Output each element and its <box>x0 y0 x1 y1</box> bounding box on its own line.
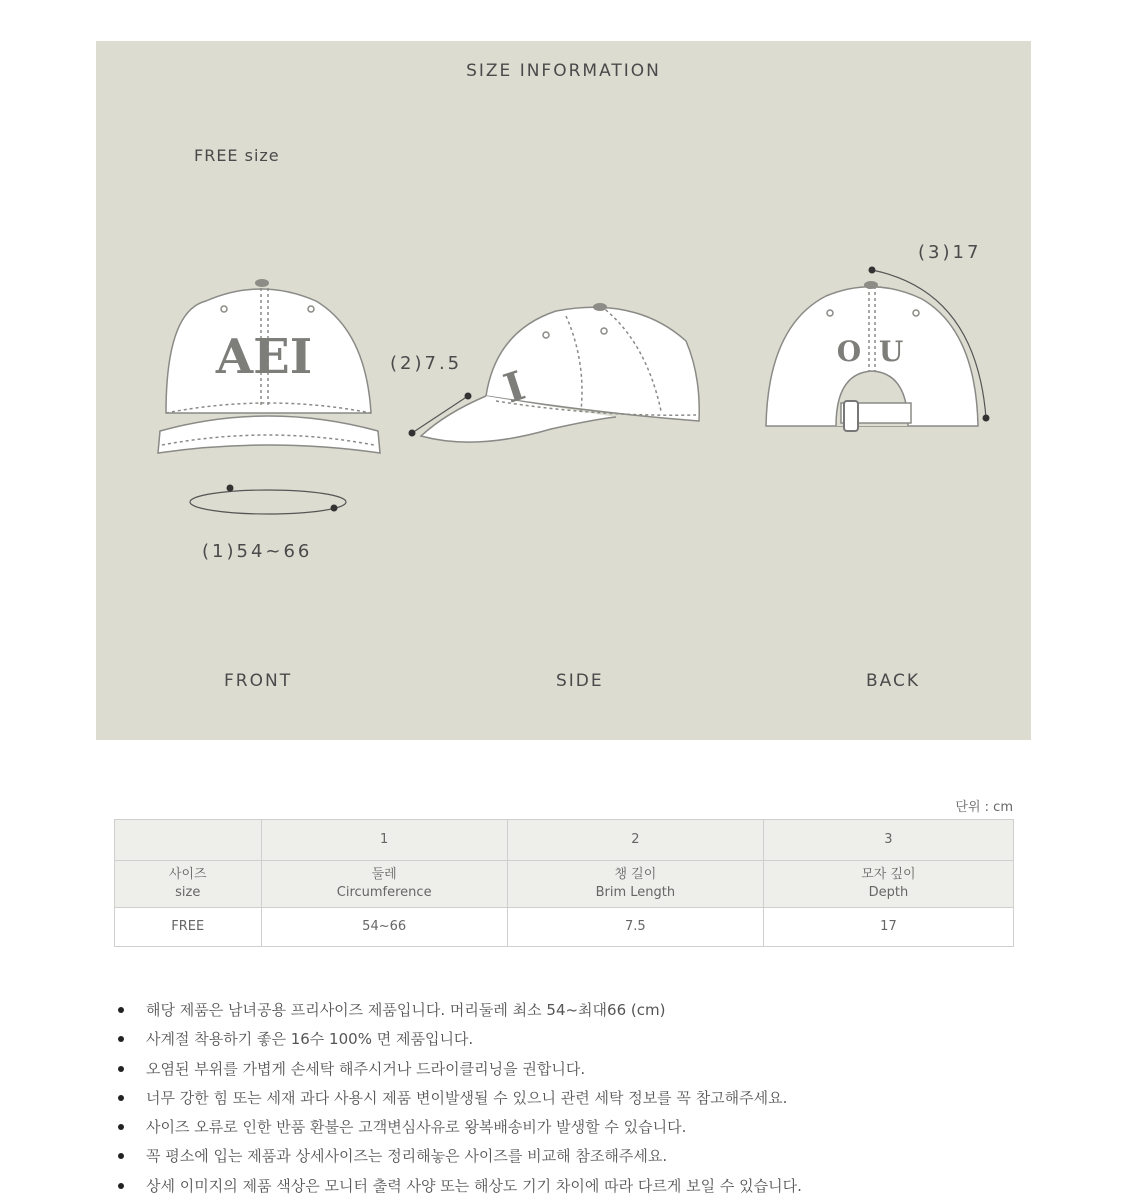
table-cell: 2 <box>507 820 763 861</box>
table-cell: 17 <box>763 908 1013 947</box>
header-ko: 모자 깊이 <box>861 867 916 882</box>
side-cap-drawing <box>421 306 699 442</box>
list-item: 꼭 평소에 입는 제품과 상세사이즈는 정리해놓은 사이즈를 비교해 참조해주세요. <box>118 1143 802 1172</box>
header-ko: 챙 길이 <box>614 867 657 882</box>
size-table <box>114 819 1014 947</box>
size-label: FREE size <box>194 146 280 165</box>
view-label-side: SIDE <box>556 671 604 691</box>
unit-label: 단위 : cm <box>955 800 1013 815</box>
view-label-back: BACK <box>866 671 921 691</box>
list-item: 오염된 부위를 가볍게 손세탁 해주시거나 드라이클리닝을 권합니다. <box>118 1056 802 1085</box>
list-item: 사계절 착용하기 좋은 16수 100% 면 제품입니다. <box>118 1026 802 1055</box>
table-header-cell <box>261 861 507 908</box>
header-en: Circumference <box>336 885 432 900</box>
table-header-cell <box>507 861 763 908</box>
notes-list <box>118 997 802 1202</box>
table-cell: 54~66 <box>261 908 507 947</box>
list-item: 너무 강한 힘 또는 세재 과다 사용시 제품 변이발생될 수 있으니 관련 세탁 정보를 꼭 참고해주세요. <box>118 1085 802 1114</box>
header-ko: 사이즈 <box>168 867 207 882</box>
table-row <box>115 820 1014 861</box>
view-label-front: FRONT <box>224 671 293 691</box>
table-header-cell <box>115 861 262 908</box>
header-en: size <box>175 885 201 900</box>
header-en: Depth <box>868 885 909 900</box>
panel-title: SIZE INFORMATION <box>466 61 661 81</box>
list-item: 사이즈 오류로 인한 반품 환불은 고객변심사유로 왕복배송비가 발생할 수 있습니다. <box>118 1114 802 1143</box>
table-cell: 7.5 <box>507 908 763 947</box>
header-ko: 둘레 <box>371 867 397 882</box>
list-item: 해당 제품은 남녀공용 프리사이즈 제품입니다. 머리둘레 최소 54~최대66 (cm) <box>118 997 802 1026</box>
table-cell: 1 <box>261 820 507 861</box>
back-letters: O U <box>836 335 908 368</box>
table-cell: FREE <box>115 908 262 947</box>
table-row <box>115 908 1014 947</box>
front-letters: AEI <box>215 329 313 385</box>
front-cap-drawing <box>158 288 380 514</box>
table-cell: 3 <box>763 820 1013 861</box>
list-item: 상세 이미지의 제품 색상은 모니터 출력 사양 또는 해상도 기기 차이에 따라 다르게 보일 수 있습니다. <box>118 1173 802 1202</box>
header-en: Brim Length <box>595 885 676 900</box>
size-info-panel <box>96 41 1031 740</box>
measure-circumference-label: (1)54~66 <box>202 541 313 562</box>
table-header-cell <box>763 861 1013 908</box>
measure-brim-label: (2)7.5 <box>390 353 463 374</box>
side-letter: I <box>498 362 531 413</box>
measure-depth-label: (3)17 <box>918 242 982 263</box>
table-row <box>115 861 1014 908</box>
table-cell <box>115 820 262 861</box>
